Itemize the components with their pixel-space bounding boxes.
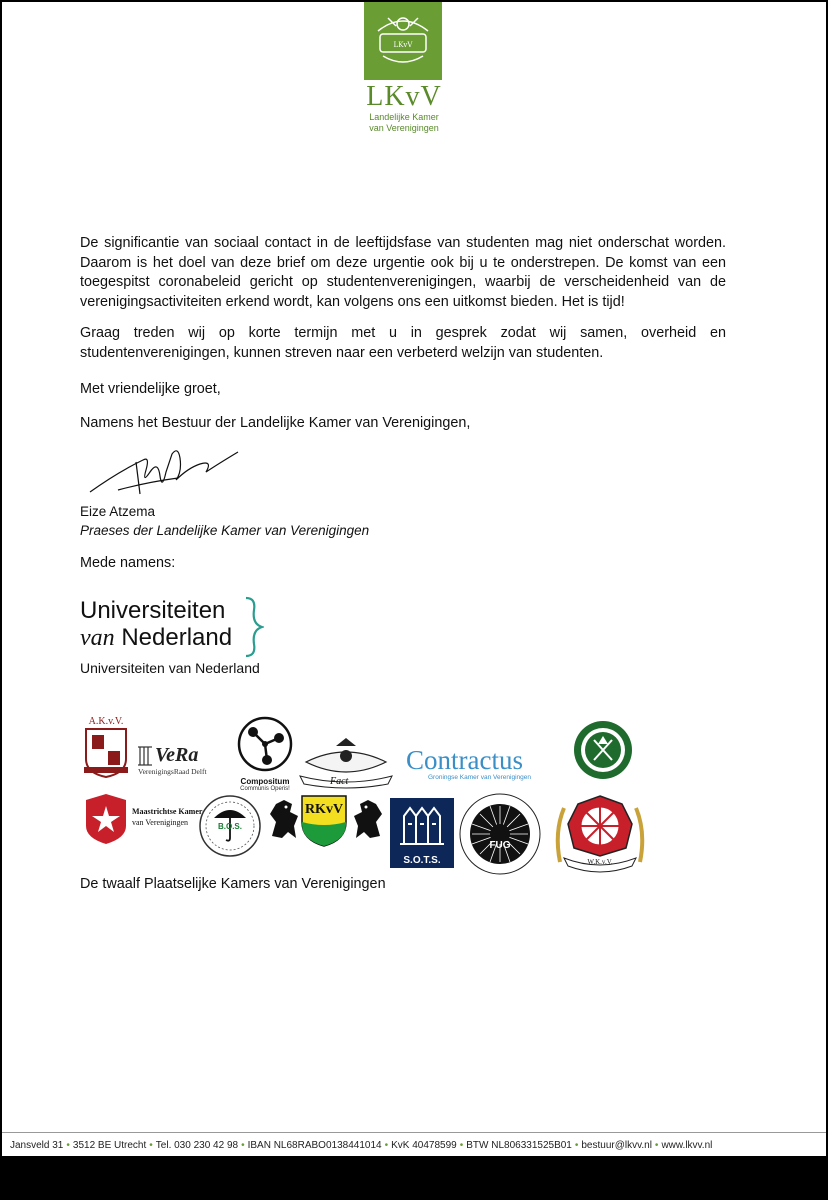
contractus-label: Contractus [406, 745, 523, 775]
maastricht-shield-icon [84, 792, 128, 846]
svg-text:LKvV: LKvV [393, 41, 413, 49]
lion-right-logo [350, 796, 386, 847]
compositum-logo [236, 716, 294, 792]
uvn-brace-icon [242, 596, 264, 658]
lkvv-emblem [364, 2, 442, 80]
contact-footer [10, 1140, 712, 1151]
akvv-label: A.K.v.V. [88, 716, 124, 727]
uvn-logo [80, 597, 232, 652]
lion-left-logo [266, 796, 302, 847]
akvv-shield-icon [82, 727, 130, 779]
vera-pillar-icon [138, 745, 152, 767]
footer-btw: BTW NL806331525B01 [466, 1140, 572, 1151]
contractus-sub: Groningse Kamer van Verenigingen [428, 774, 531, 781]
green-seal-icon [572, 716, 634, 784]
signer-name: Eize Atzema [80, 504, 156, 519]
signature-icon [88, 442, 248, 500]
maastricht-logo [84, 792, 203, 851]
footer-email[interactable]: bestuur@lkvv.nl [581, 1140, 652, 1151]
signer-role: Praeses der Landelijke Kamer van Verenigingen [80, 523, 370, 538]
akvv-logo [82, 716, 130, 784]
lion-left-icon [266, 796, 302, 842]
compositum-molecule-icon [237, 716, 293, 772]
brand-sub-2: van Verenigingen [369, 123, 439, 133]
maastricht-label-1: Maastrichtse Kamer [132, 807, 203, 816]
vera-label: VeRa [155, 744, 199, 766]
brand-name: LKvV [366, 81, 442, 112]
wkvv-logo [550, 792, 650, 876]
footer-separator: • [149, 1140, 153, 1151]
green-seal-logo [572, 716, 634, 789]
footer-separator: • [384, 1140, 389, 1151]
footer-phone: Tel. 030 230 42 98 [155, 1140, 239, 1151]
footer-caption: De twaalf Plaatselijke Kamers van Verenigingen [80, 876, 386, 892]
uvn-caption: Universiteiten van Nederland [80, 660, 260, 676]
paragraph-1: De significantie van sociaal contact in de leeftijdsfase van studenten mag niet onderschat worden. Daarom is het doel van deze brief om deze urgentie ook bij u te onderstrepen. De komst van een toegespitst coronabeleid gericht op studentenverenigingen, waarbij de verscheidenheid van de verenigingsactiviteiten erkend wordt, kan volgens ons een uitkomst bieden. Het is tijd! [80, 235, 726, 310]
on-behalf: Namens het Bestuur der Landelijke Kamer van Verenigingen, [80, 415, 471, 431]
footer-postcode: 3512 BE Utrecht [72, 1140, 147, 1151]
vera-logo [138, 744, 207, 776]
vera-sub: VerenigingsRaad Delft [138, 767, 207, 776]
lkvv-crest-icon [368, 6, 438, 76]
footer-iban: IBAN NL68RABO0138441014 [247, 1140, 382, 1151]
footer-separator: • [241, 1140, 245, 1151]
footer-divider [2, 1132, 826, 1133]
footer-separator: • [66, 1140, 70, 1151]
sots-logo [390, 798, 454, 868]
also-on-behalf: Mede namens: [80, 555, 176, 571]
wkvv-label: W.K.v.V. [587, 858, 613, 866]
paragraph-2: Graag treden wij op korte termijn met u in gesprek zodat wij samen, overheid en studentenverenigingen, kunnen streven naar een verbeterd welzijn van studenten. [80, 325, 726, 361]
rkvv-logo [300, 794, 348, 848]
sots-building-icon [390, 798, 454, 850]
compositum-sub: Communis Operis! [240, 786, 290, 792]
brand-sub-1: Landelijke Kamer [369, 112, 439, 122]
uvn-logo-nederland: Nederland [121, 624, 233, 651]
footer-kvk: KvK 40478599 [391, 1140, 457, 1151]
signer-block [80, 502, 369, 540]
fact-label: Fact [330, 776, 349, 787]
sots-label: S.O.T.S. [403, 855, 441, 866]
rkvv-label: RKvV [304, 802, 344, 817]
compositum-label: Compositum [240, 777, 290, 786]
fug-logo [458, 792, 542, 876]
uvn-logo-line-2 [80, 624, 232, 652]
footer-separator: • [574, 1140, 579, 1151]
maastricht-label-2: van Verenigingen [132, 818, 189, 827]
bos-logo [198, 794, 262, 858]
footer-address: Jansveld 31 [10, 1140, 64, 1151]
uvn-logo-van: van [80, 625, 115, 651]
footer-web[interactable]: www.lkvv.nl [661, 1140, 713, 1151]
lkvv-header-logo [364, 2, 444, 134]
uvn-logo-line-1: Universiteiten [80, 597, 226, 624]
fact-logo [296, 732, 396, 797]
footer-separator: • [654, 1140, 659, 1151]
fug-sunburst-icon [458, 792, 542, 876]
contractus-logo [406, 746, 531, 781]
fug-label: FUG [489, 840, 511, 851]
closing: Met vriendelijke groet, [80, 381, 221, 397]
letter-page [2, 2, 826, 1156]
lion-right-icon [350, 796, 386, 842]
bos-label: B.O.S. [217, 822, 242, 831]
footer-separator: • [459, 1140, 464, 1151]
